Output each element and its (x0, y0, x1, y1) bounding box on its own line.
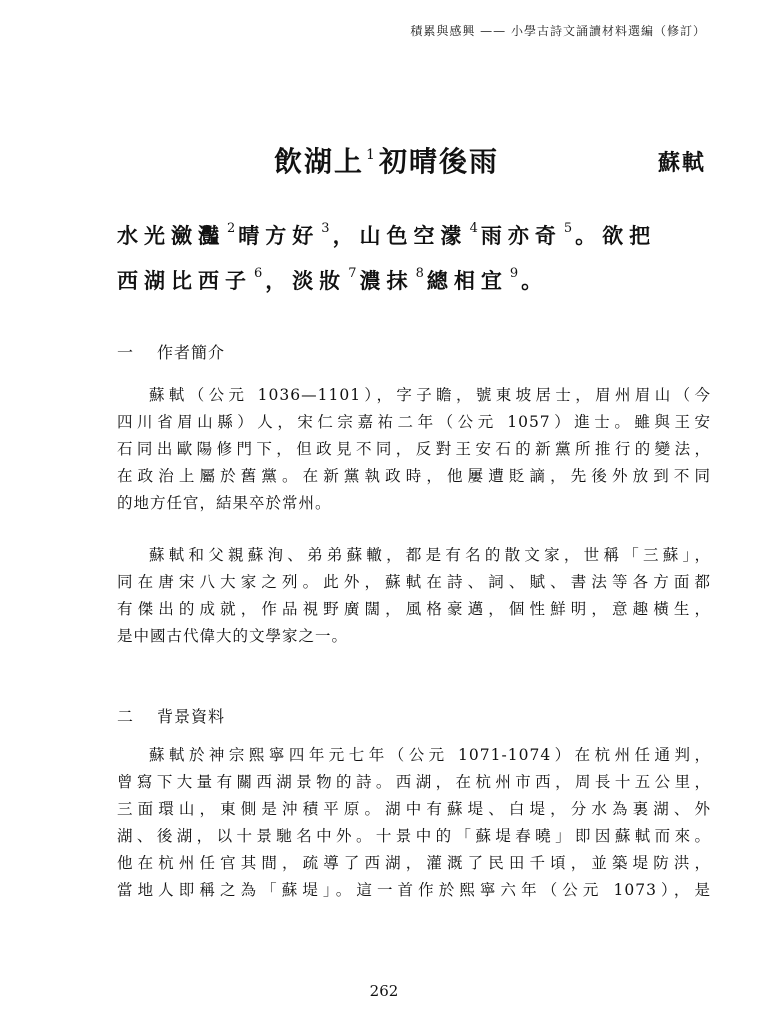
page-number: 262 (369, 982, 399, 1000)
poem-line-1 (117, 210, 707, 255)
text-line: 同在唐宋八大家之列。此外，蘇軾在詩、詞、賦、書法等各方面都 (117, 573, 711, 591)
text-line: 三面環山，東側是沖積平原。湖中有蘇堤、白堤，分水為裏湖、外 (117, 800, 711, 818)
footnote-marker: 2 (227, 221, 236, 236)
poem-text: 晴方好 (238, 223, 320, 248)
footnote-marker: 5 (563, 221, 573, 236)
poem-text: 濃抹 (359, 268, 414, 293)
poem-text: ，淡妝 (265, 268, 347, 293)
paragraph-author-1 (117, 382, 711, 517)
text-line: 蘇軾（公元 1036—1101），字子瞻，號東坡居士，眉州眉山（今 (149, 386, 711, 404)
section-title: 作者簡介 (157, 343, 226, 362)
text-line: 的地方任官，結果卒於常州。 (117, 494, 332, 512)
text-line: 湖、後湖，以十景馳名中外。十景中的「蘇堤春曉」即因蘇軾而來。 (117, 827, 711, 845)
section-heading-author (117, 340, 225, 363)
text-line: 蘇軾於神宗熙寧四年元七年（公元 1071-1074）在杭州任通判， (149, 746, 711, 764)
poem-text: 西湖比西子 (117, 268, 252, 293)
footnote-marker: 9 (509, 266, 519, 281)
section-heading-background (117, 704, 225, 727)
poem-text: 。 (521, 268, 549, 293)
poem-text: 雨亦奇 (480, 223, 562, 248)
text-line: 是中國古代偉大的文學家之一。 (117, 627, 349, 645)
text-line: 蘇軾和父親蘇洵、弟弟蘇轍，都是有名的散文家，世稱「三蘇」， (149, 546, 711, 564)
text-line: 當地人即稱之為「蘇堤」。這一首作於熙寧六年（公元 1073），是 (117, 881, 711, 899)
poem-text: ，山色空濛 (332, 223, 468, 248)
footnote-marker: 1 (366, 147, 377, 163)
paragraph-background-1 (117, 742, 711, 904)
poem-text: 。欲把 (575, 223, 657, 248)
text-line: 四川省眉山縣）人，宋仁宗嘉祐二年（公元 1057）進士。雖與王安 (117, 413, 711, 431)
section-number: 一 (117, 343, 135, 362)
poem-line-2 (117, 255, 707, 300)
footnote-marker: 6 (254, 266, 263, 281)
text-line: 曾寫下大量有關西湖景物的詩。西湖，在杭州市西，周長十五公里， (117, 773, 711, 791)
section-title: 背景資料 (157, 707, 226, 726)
text-line: 在政治上屬於舊黨。在新黨執政時，他屢遭貶謫，先後外放到不同 (117, 467, 711, 485)
footnote-marker: 4 (469, 221, 478, 236)
footnote-marker: 3 (321, 221, 330, 236)
text-line: 他在杭州任官其間，疏導了西湖，灌溉了民田千頃，並築堤防洪， (117, 854, 711, 872)
poem-text: 水光瀲灩 (117, 223, 225, 248)
text-line: 有傑出的成就，作品視野廣闊，風格豪邁，個性鮮明，意趣橫生， (117, 600, 711, 618)
text-line: 石同出歐陽修門下，但政見不同，反對王安石的新黨所推行的變法， (117, 440, 711, 458)
poem-title-row (0, 140, 768, 184)
poem-text: 總相宜 (426, 268, 508, 293)
section-number: 二 (117, 707, 135, 726)
paragraph-author-2 (117, 542, 711, 650)
running-header: 積累與感興 —— 小學古詩文誦讀材料選編（修訂） (410, 24, 706, 38)
poem-author: 蘇軾 (657, 150, 706, 176)
poem-title-part1: 飲湖上 (274, 145, 365, 178)
poem-body (117, 210, 707, 300)
footnote-marker: 8 (415, 266, 424, 281)
poem-title-part2: 初晴後雨 (378, 145, 499, 178)
poem-title (274, 140, 499, 180)
footnote-marker: 7 (348, 266, 357, 281)
